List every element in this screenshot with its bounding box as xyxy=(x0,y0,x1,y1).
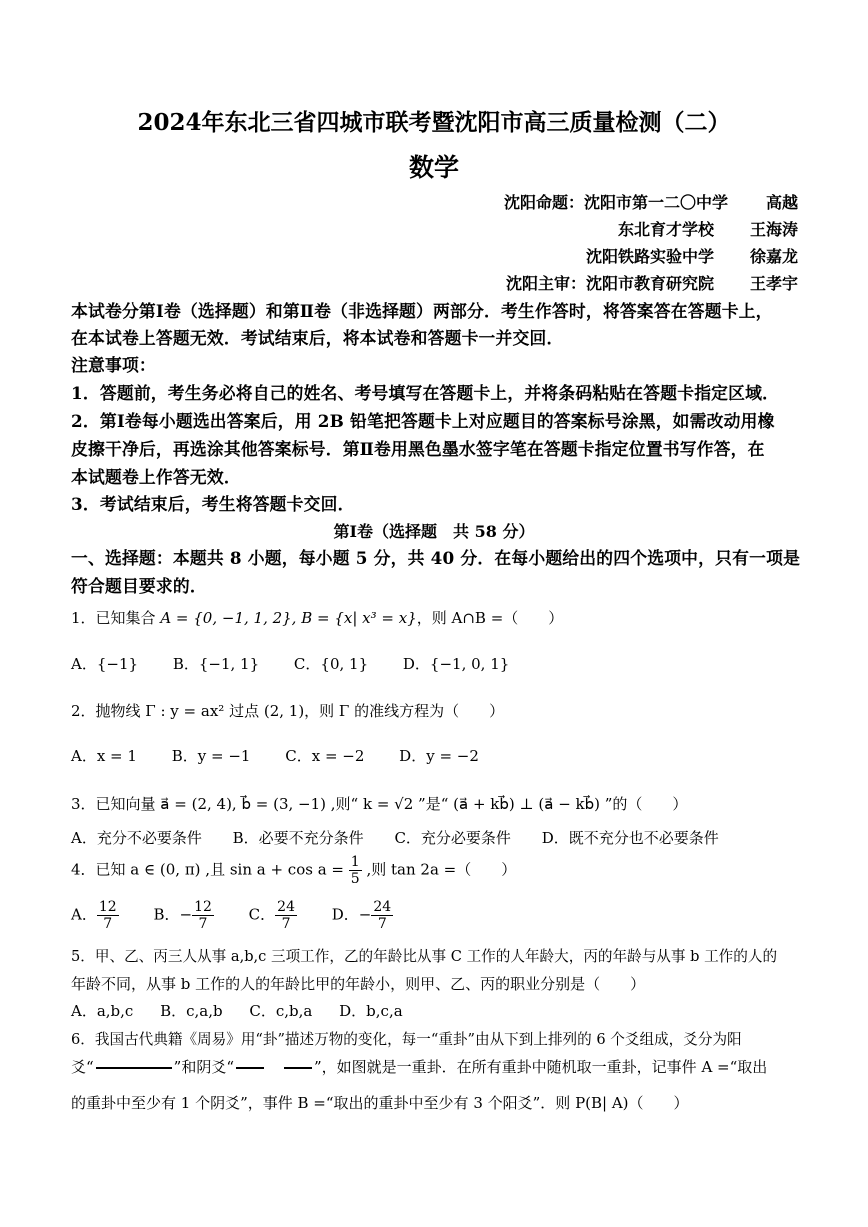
question-5-options xyxy=(71,1000,403,1021)
question-6-line: 6．我国古代典籍《周易》用“卦”描述万物的变化，每一“重卦”由从下到上排列的 6 个爻组成，爻分为阳 xyxy=(71,1031,742,1048)
option-label: A． xyxy=(71,905,97,924)
question-6-line: 的重卦中至少有 1 个阴爻”，事件 B =“取出的重卦中至少有 3 个阳爻”．则 P(B| A)（ ） xyxy=(71,1094,689,1112)
question-1-options xyxy=(71,653,539,674)
question-5-line: 5．甲、乙、丙三人从事 a,b,c 三项工作，乙的年龄比从事 C 工作的人年龄大，丙的年龄与从事 b 工作的人的 xyxy=(71,948,778,965)
option-b: B．c,a,b xyxy=(160,1002,223,1020)
question-2: 2．抛物线 Γ : y = ax² 过点 (2, 1)，则 Γ 的准线方程为（ ） xyxy=(71,702,505,720)
question-1 xyxy=(71,607,563,628)
option-a: A．x = 1 xyxy=(71,747,137,765)
author-line xyxy=(506,271,798,294)
author-name: 高越 xyxy=(765,193,798,212)
question-2-options xyxy=(71,745,509,766)
denominator: 7 xyxy=(281,916,291,932)
notice-line: 本试题卷上作答无效． xyxy=(71,467,241,487)
author-org: 沈阳市教育研究院 xyxy=(585,274,714,293)
fraction xyxy=(349,854,362,887)
option-sign: − xyxy=(179,905,193,924)
option-label: B． xyxy=(153,905,180,924)
author-name: 王海涛 xyxy=(749,220,798,239)
question-stem: ,则 tan 2a =（ ） xyxy=(366,860,517,879)
option-b: B．y = −1 xyxy=(171,747,251,765)
part-instruction: 符合题目要求的． xyxy=(71,576,207,596)
notice-line: 皮擦干净后，再选涂其他答案标号．第Ⅱ卷用黑色墨水签字笔在答题卡指定位置书写作答，在 xyxy=(71,439,765,459)
fraction xyxy=(97,899,119,932)
author-name: 王孝宇 xyxy=(749,274,798,293)
author-org: 沈阳市第一二〇中学 xyxy=(583,193,728,212)
option-d xyxy=(332,899,393,932)
option-b: B．必要不充分条件 xyxy=(232,829,364,847)
option-d: D．b,c,a xyxy=(339,1002,403,1020)
question-stem: ，则 A∩B =（ ） xyxy=(416,609,564,627)
option-sign: − xyxy=(358,905,372,924)
fraction xyxy=(371,899,393,932)
author-role: 沈阳命题： xyxy=(503,193,584,212)
numerator: 12 xyxy=(98,899,117,915)
question-stem: ”和阴爻“ xyxy=(173,1058,235,1076)
denominator: 7 xyxy=(198,916,208,932)
author-org: 东北育才学校 xyxy=(617,220,714,239)
author-org: 沈阳铁路实验中学 xyxy=(585,247,714,266)
intro-line: 在本试卷上答题无效．考试结束后，将本试卷和答题卡一并交回． xyxy=(71,328,564,348)
notice-line: 3．考试结束后，考生将答题卡交回． xyxy=(71,494,355,514)
option-c: C．{0, 1} xyxy=(293,655,369,673)
option-d: D．y = −2 xyxy=(399,747,479,765)
numerator: 1 xyxy=(350,854,360,870)
option-d: D．既不充分也不必要条件 xyxy=(541,829,719,847)
question-math: A = {0, −1, 1, 2}, B = {x| x³ = x} xyxy=(160,609,417,627)
denominator: 7 xyxy=(377,916,387,932)
option-a xyxy=(71,899,119,932)
option-b: B．{−1, 1} xyxy=(172,655,260,673)
option-a: A．充分不必要条件 xyxy=(71,829,202,847)
yin-yao-line-left xyxy=(236,1067,264,1069)
numerator: 24 xyxy=(373,899,392,915)
option-label: C． xyxy=(248,905,276,924)
notice-heading: 注意事项： xyxy=(71,355,156,375)
author-line xyxy=(586,244,798,267)
subject-title: 数学 xyxy=(408,153,459,182)
denominator: 7 xyxy=(103,916,113,932)
option-a: A．a,b,c xyxy=(71,1002,134,1020)
author-line xyxy=(504,190,798,213)
option-d: D．{−1, 0, 1} xyxy=(402,655,510,673)
question-4-options xyxy=(71,899,423,932)
fraction xyxy=(192,899,214,932)
numerator: 12 xyxy=(194,899,212,915)
author-role: 沈阳主审： xyxy=(505,274,586,293)
numerator: 24 xyxy=(277,899,295,915)
yin-yao-line-right xyxy=(284,1067,312,1069)
option-b xyxy=(153,899,213,932)
intro-line: 本试卷分第Ⅰ卷（选择题）和第Ⅱ卷（非选择题）两部分．考生作答时，将答案答在答题卡上， xyxy=(71,301,773,321)
option-c xyxy=(249,899,297,932)
yang-yao-line xyxy=(96,1067,172,1069)
option-c: C．c,b,a xyxy=(249,1002,313,1020)
option-c: C．x = −2 xyxy=(285,747,365,765)
option-label: D． xyxy=(331,905,359,924)
question-stem: ”，如图就是一重卦．在所有重卦中随机取一重卦，记事件 A =“取出 xyxy=(314,1058,768,1076)
question-stem: 4．已知 a ∈ (0, π) ,且 sin a + cos a = xyxy=(71,860,344,879)
question-4 xyxy=(71,854,516,887)
notice-line: 1．答题前，考生务必将自己的姓名、考号填写在答题卡上，并将条码粘贴在答题卡指定区域． xyxy=(71,383,780,403)
question-5-line: 年龄不同，从事 b 工作的人的年龄比甲的年龄小，则甲、乙、丙的职业分别是（ ） xyxy=(71,975,646,993)
part-instruction: 一、选择题：本题共 8 小题，每小题 5 分，共 40 分．在每小题给出的四个选项中，只有一项是 xyxy=(71,548,801,568)
denominator: 5 xyxy=(350,871,360,887)
question-3-options xyxy=(71,827,719,848)
fraction xyxy=(275,899,297,932)
author-name: 徐嘉龙 xyxy=(749,247,798,266)
question-stem: 爻“ xyxy=(71,1058,94,1076)
option-c: C．充分必要条件 xyxy=(394,829,511,847)
exam-title: 2024年东北三省四城市联考暨沈阳市高三质量检测（二） xyxy=(137,109,731,136)
notice-line: 2．第Ⅰ卷每小题选出答案后，用 2B 铅笔把答题卡上对应题目的答案标号涂黑，如需改动用橡 xyxy=(71,411,775,431)
author-line xyxy=(618,217,798,240)
section-title: 第Ⅰ卷（选择题 共 58 分） xyxy=(333,522,535,541)
option-a: A．{−1} xyxy=(71,655,139,673)
question-stem: 1．已知集合 xyxy=(71,609,161,627)
question-6-line xyxy=(71,1056,767,1077)
question-3: 3．已知向量 a⃗ = (2, 4), b⃗ = (3, −1) ,则“ k = √2 ”是“ (a⃗ + kb⃗) ⊥ (a⃗ − kb⃗) ”的（ ） xyxy=(71,795,688,813)
